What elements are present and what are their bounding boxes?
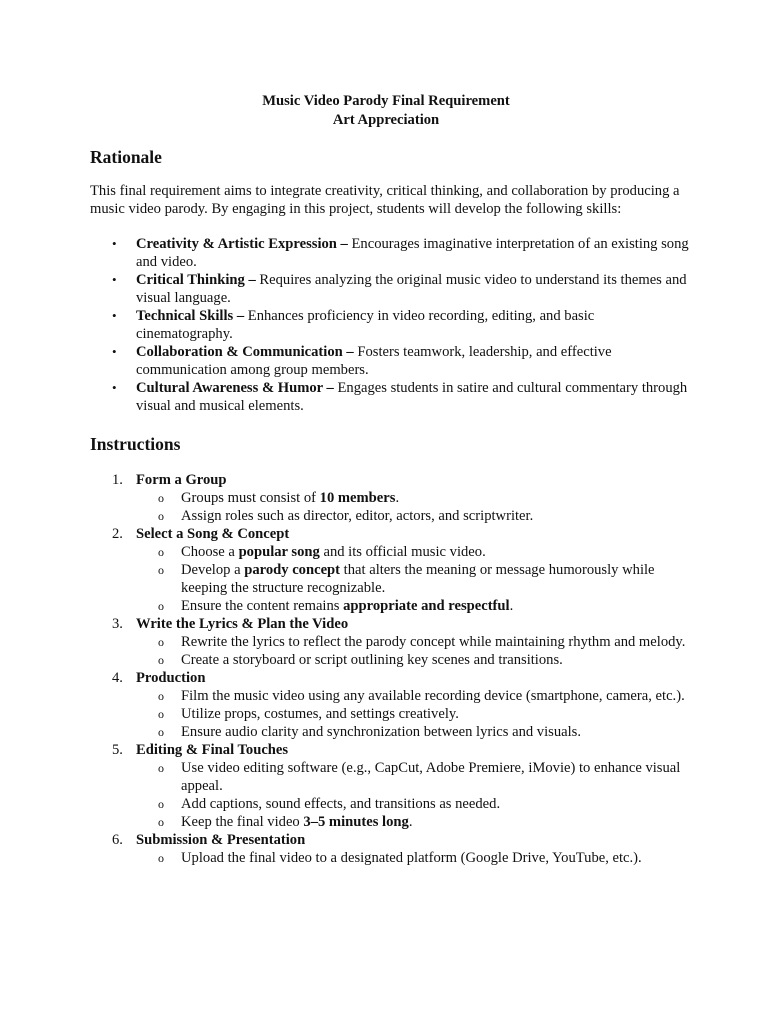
- rationale-intro: This final requirement aims to integrate creativity, critical thinking, and collaboration by producing a music video parody. By engaging in this project, students will develop the following skills:: [90, 183, 680, 218]
- step-number: 6.: [112, 831, 123, 848]
- step-subitem: [136, 687, 690, 705]
- step-title: Form a Group: [136, 471, 227, 488]
- skill-term: Creativity & Artistic Expression –: [136, 235, 348, 252]
- subitem-glyph: o: [158, 688, 164, 703]
- title-block: [82, 92, 690, 130]
- step-subitems: [136, 489, 690, 525]
- subitem-glyph: o: [158, 760, 164, 775]
- subitem-glyph: o: [158, 724, 164, 739]
- step-subitem: [136, 651, 690, 669]
- document-subtitle: Art Appreciation: [332, 112, 440, 128]
- step-subitem: [136, 543, 690, 561]
- skills-list: [90, 235, 690, 415]
- skill-item: [90, 379, 690, 415]
- rationale-heading: Rationale: [90, 147, 162, 167]
- step-title: Write the Lyrics & Plan the Video: [136, 615, 349, 632]
- step-title: Select a Song & Concept: [136, 525, 290, 542]
- step-subitem: [136, 705, 690, 723]
- subitem-text: Choose a: [181, 543, 239, 560]
- subitem-text: Film the music video using any available recording device (smartphone, camera, etc.).: [181, 687, 685, 704]
- step-subitems: [136, 849, 690, 867]
- subitem-text: Add captions, sound effects, and transitions as needed.: [181, 795, 501, 812]
- subitem-text: Create a storyboard or script outlining key scenes and transitions.: [181, 651, 563, 668]
- step-subitem: [136, 759, 690, 795]
- step-subitem: [136, 561, 690, 597]
- subitem-glyph: o: [158, 850, 164, 865]
- step-subitems: [136, 543, 690, 615]
- instructions-list: [90, 471, 690, 867]
- skill-term: Collaboration & Communication –: [136, 343, 354, 360]
- subitem-text: Assign roles such as director, editor, actors, and scriptwriter.: [181, 507, 534, 524]
- step-title: Production: [136, 669, 206, 686]
- subitem-text: Ensure audio clarity and synchronization between lyrics and visuals.: [181, 723, 581, 740]
- step-subitem: [136, 507, 690, 525]
- subitem-emphasis: 10 members: [319, 489, 396, 506]
- subitem-text: Use video editing software (e.g., CapCut, Adobe Premiere, iMovie) to enhance visual appeal.: [181, 759, 681, 794]
- bullet-glyph: •: [112, 235, 117, 251]
- skill-item: [90, 307, 690, 343]
- skill-description: Enhances proficiency in video recording, editing, and basic cinematography.: [136, 307, 595, 342]
- subitem-emphasis: popular song: [238, 543, 320, 560]
- subitem-glyph: o: [158, 544, 164, 559]
- subitem-text: Upload the final video to a designated platform (Google Drive, YouTube, etc.).: [181, 849, 642, 866]
- bullet-glyph: •: [112, 307, 117, 323]
- skill-item: [90, 343, 690, 379]
- step-subitems: [136, 759, 690, 831]
- instruction-step: [90, 525, 690, 615]
- subitem-glyph: o: [158, 652, 164, 667]
- subitem-text: Develop a: [181, 561, 245, 578]
- step-subitems: [136, 633, 690, 669]
- skill-item: [90, 271, 690, 307]
- subitem-glyph: o: [158, 796, 164, 811]
- subitem-glyph: o: [158, 814, 164, 829]
- subitem-glyph: o: [158, 598, 164, 613]
- bullet-glyph: •: [112, 271, 117, 287]
- skill-term: Cultural Awareness & Humor –: [136, 379, 334, 396]
- instruction-step: [90, 669, 690, 741]
- bullet-glyph: •: [112, 343, 117, 359]
- skill-description: Engages students in satire and cultural commentary through visual and musical elements.: [136, 379, 688, 414]
- step-number: 5.: [112, 741, 123, 758]
- bullet-glyph: •: [112, 379, 117, 395]
- step-number: 1.: [112, 471, 123, 488]
- subitem-text-end: .: [408, 813, 413, 830]
- step-number: 3.: [112, 615, 123, 632]
- instruction-step: [90, 471, 690, 525]
- subitem-text: Keep the final video: [181, 813, 304, 830]
- step-subitem: [136, 813, 690, 831]
- step-subitem: [136, 597, 690, 615]
- subitem-text: Groups must consist of: [181, 489, 320, 506]
- step-subitem: [136, 723, 690, 741]
- step-title: Submission & Presentation: [136, 831, 306, 848]
- instructions-heading: Instructions: [90, 433, 181, 454]
- subitem-text-end: and its official music video.: [319, 543, 486, 560]
- step-number: 2.: [112, 525, 123, 542]
- subitem-glyph: o: [158, 706, 164, 721]
- subitem-glyph: o: [158, 634, 164, 649]
- step-subitem: [136, 795, 690, 813]
- subitem-text-end: .: [395, 489, 400, 506]
- subitem-emphasis: parody concept: [244, 561, 341, 578]
- document-title: Music Video Parody Final Requirement: [262, 93, 510, 109]
- instruction-step: [90, 831, 690, 867]
- subitem-text-end: .: [509, 597, 514, 614]
- skill-description: Encourages imaginative interpretation of an existing song and video.: [136, 235, 689, 270]
- skill-description: Fosters teamwork, leadership, and effective communication among group members.: [136, 343, 612, 378]
- subitem-emphasis: appropriate and respectful: [343, 597, 510, 614]
- step-title: Editing & Final Touches: [136, 741, 289, 758]
- subitem-glyph: o: [158, 508, 164, 523]
- step-number: 4.: [112, 669, 123, 686]
- subitem-glyph: o: [158, 490, 164, 505]
- subitem-text: Rewrite the lyrics to reflect the parody concept while maintaining rhythm and melody.: [181, 633, 686, 650]
- skill-item: [90, 235, 690, 271]
- step-subitem: [136, 633, 690, 651]
- skill-term: Critical Thinking –: [136, 271, 256, 288]
- subitem-text: Utilize props, costumes, and settings creatively.: [181, 705, 459, 722]
- step-subitem: [136, 849, 690, 867]
- subitem-emphasis: 3–5 minutes long: [303, 813, 409, 830]
- skill-term: Technical Skills –: [136, 307, 245, 324]
- instruction-step: [90, 741, 690, 831]
- subitem-text-end: that alters the meaning or message humorously while keeping the structure recognizable.: [181, 561, 655, 596]
- subitem-text: Ensure the content remains: [181, 597, 344, 614]
- subitem-glyph: o: [158, 562, 164, 577]
- document-page: [90, 92, 690, 867]
- instruction-step: [90, 615, 690, 669]
- skill-description: Requires analyzing the original music video to understand its themes and visual language.: [136, 271, 687, 306]
- step-subitems: [136, 687, 690, 741]
- step-subitem: [136, 489, 690, 507]
